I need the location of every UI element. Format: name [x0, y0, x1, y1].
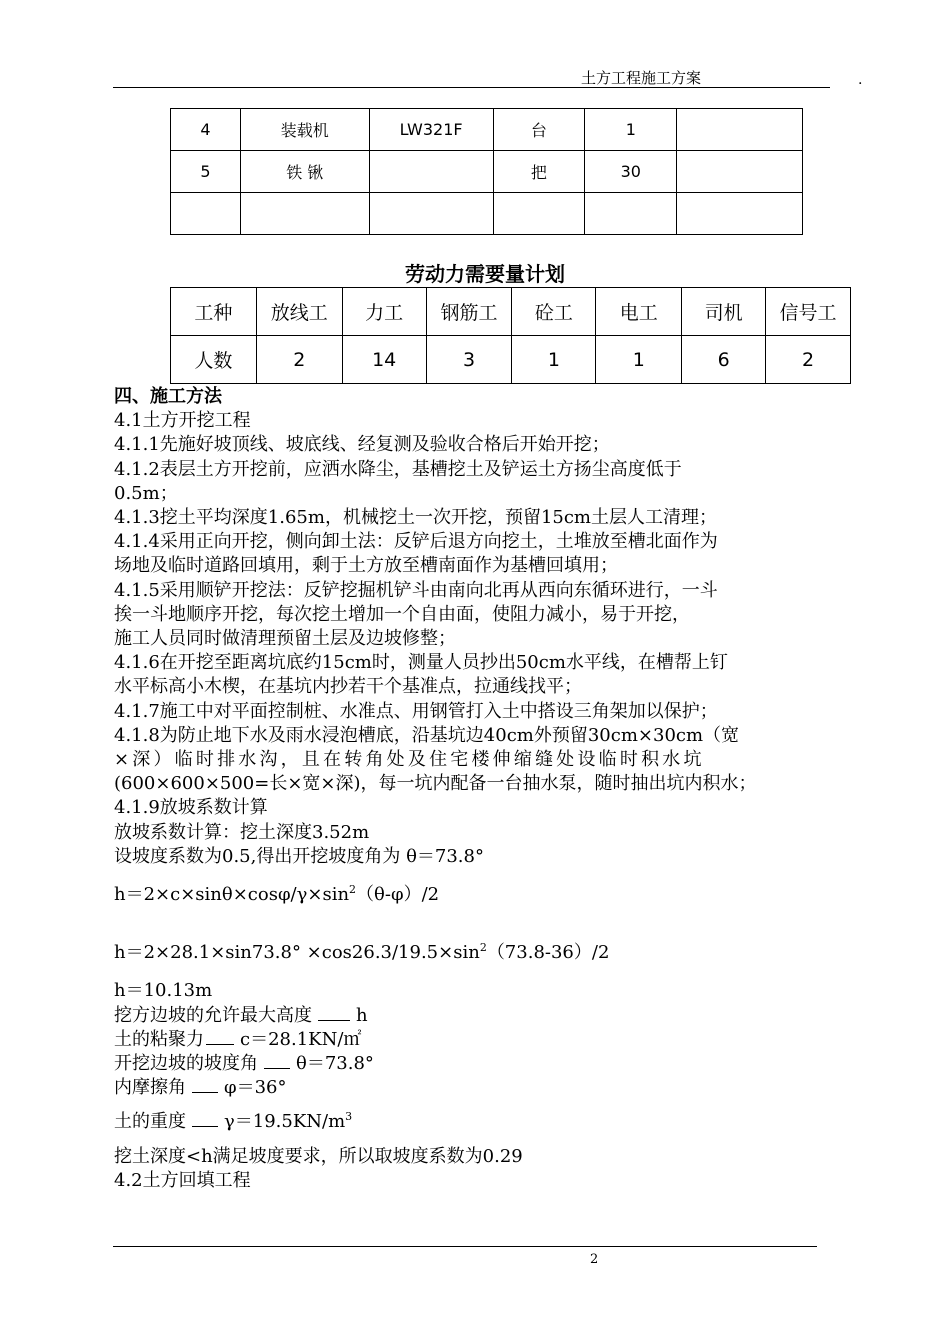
labor-header-cell: 信号工	[766, 288, 851, 336]
labor-count-cell: 人数	[171, 336, 257, 384]
table-cell	[677, 193, 803, 235]
table-row	[171, 288, 851, 336]
table-row	[171, 193, 803, 235]
labor-header-cell: 电工	[596, 288, 682, 336]
labor-header-cell: 工种	[171, 288, 257, 336]
table-cell: 5	[171, 151, 241, 193]
table-cell	[493, 193, 585, 235]
labor-header-cell: 司机	[682, 288, 766, 336]
header-dot: .	[858, 72, 863, 88]
paragraph-line: 4.1土方开挖工程	[114, 410, 251, 432]
table-row	[171, 109, 803, 151]
table-cell	[240, 193, 369, 235]
labor-header-cell: 力工	[342, 288, 426, 336]
paragraph-line: 放坡系数计算：挖土深度3.52m	[114, 821, 370, 843]
table-cell: 台	[493, 109, 585, 151]
table-cell	[369, 193, 493, 235]
labor-plan-table	[170, 287, 851, 384]
labor-count-cell: 2	[256, 336, 342, 384]
paragraph-line: 挖土深度<h满足坡度要求，所以取坡度系数为0.29	[114, 1145, 523, 1167]
paragraph-line: 4.1.5采用顺铲开挖法：反铲挖掘机铲斗由南向北再从西向东循环进行，一斗	[114, 579, 718, 601]
page-number: 2	[590, 1252, 599, 1267]
table-cell: 30	[585, 151, 677, 193]
paragraph-line: ×深）临时排水沟，且在转角处及住宅楼伸缩缝处设临时积水坑	[114, 749, 705, 771]
formula-substituted: $h=2\times 28.1\times\sin 73.8^\circ \times\cos 26.3/19.5\times\sin^2(73.8-36)/2$	[114, 941, 610, 964]
paragraph-line: (600×600×500=长×宽×深)，每一坑内配备一台抽水泵，随时抽出坑内积水；	[114, 773, 757, 795]
paragraph-line: 4.1.3挖土平均深度1.65m，机械挖土一次开挖，预留15cm土层人工清理；	[114, 507, 717, 529]
paragraph-line: 挨一斗地顺序开挖，每次挖土增加一个自由面，使阻力减小，易于开挖，	[114, 603, 690, 625]
labor-count-cell: 3	[426, 336, 512, 384]
table-row	[171, 336, 851, 384]
table-cell	[171, 193, 241, 235]
table-cell	[585, 193, 677, 235]
definition-line: 土的重度 $\gamma=19.5KN/m^3$	[114, 1110, 353, 1133]
header-title: 土方工程施工方案	[581, 69, 702, 87]
table-cell	[369, 151, 493, 193]
formula-general: $h=2\times c\times\sin\theta\times\cos\varphi/\gamma\times\sin^2(\theta-\varphi)/2$	[114, 883, 440, 906]
table-row	[171, 151, 803, 193]
labor-header-cell: 砼工	[512, 288, 596, 336]
labor-header-cell: 放线工	[256, 288, 342, 336]
paragraph-line: 4.1.1先施好坡顶线、坡底线、经复测及验收合格后开始开挖；	[114, 434, 610, 456]
labor-count-cell: 14	[342, 336, 426, 384]
table-cell: LW321F	[369, 109, 493, 151]
paragraph-line: 4.1.2表层土方开挖前，应洒水降尘，基槽挖土及铲运土方扬尘高度低于	[114, 458, 682, 480]
table-cell	[677, 151, 803, 193]
paragraph-line: 施工人员同时做清理预留土层及边坡修整；	[114, 628, 456, 650]
paragraph-line: 4.2土方回填工程	[114, 1169, 251, 1191]
labor-count-cell: 1	[512, 336, 596, 384]
header-rule	[113, 87, 830, 88]
footer-rule	[113, 1246, 817, 1247]
paragraph-line: 水平标高小木楔，在基坑内抄若干个基准点，拉通线找平；	[114, 676, 582, 698]
construction-method-text	[114, 385, 874, 1193]
paragraph-line: 场地及临时道路回填用，剩于土方放至槽南面作为基槽回填用；	[114, 555, 618, 577]
table-cell: 1	[585, 109, 677, 151]
labor-count-cell: 1	[596, 336, 682, 384]
labor-count-cell: 2	[766, 336, 851, 384]
table-cell: 铁 锹	[240, 151, 369, 193]
labor-count-cell: 6	[682, 336, 766, 384]
equipment-table	[170, 108, 803, 235]
formula-result: h＝10.13m	[114, 980, 213, 1002]
definition-line: 内摩擦角 φ＝36°	[114, 1077, 287, 1099]
table-cell: 装载机	[240, 109, 369, 151]
section-title: 四、施工方法	[114, 386, 222, 407]
definition-line: 挖方边坡的允许最大高度 h	[114, 1004, 368, 1026]
paragraph-line: 4.1.8为防止地下水及雨水浸泡槽底，沿基坑边40cm外预留30cm×30cm（宽	[114, 724, 740, 746]
table-cell	[677, 109, 803, 151]
paragraph-line: 4.1.9放坡系数计算	[114, 797, 268, 819]
paragraph-line: 4.1.6在开挖至距离坑底约15cm时，测量人员抄出50cm水平线，在槽帮上钉	[114, 652, 728, 674]
labor-header-cell: 钢筋工	[426, 288, 512, 336]
definition-line: 开挖边坡的坡度角 θ＝73.8°	[114, 1053, 374, 1075]
table-cell: 把	[493, 151, 585, 193]
labor-plan-title: 劳动力需要量计划	[405, 262, 565, 286]
definition-line: 土的粘聚力 c＝28.1KN/㎡	[114, 1028, 362, 1050]
paragraph-line: 4.1.7施工中对平面控制桩、水准点、用钢管打入土中搭设三角架加以保护；	[114, 700, 718, 722]
paragraph-line: 设坡度系数为0.5,得出开挖坡度角为 θ＝73.8°	[114, 845, 484, 867]
paragraph-line: 4.1.4采用正向开挖，侧向卸土法：反铲后退方向挖土，土堆放至槽北面作为	[114, 531, 718, 553]
table-cell: 4	[171, 109, 241, 151]
paragraph-line: 0.5m；	[114, 482, 178, 504]
